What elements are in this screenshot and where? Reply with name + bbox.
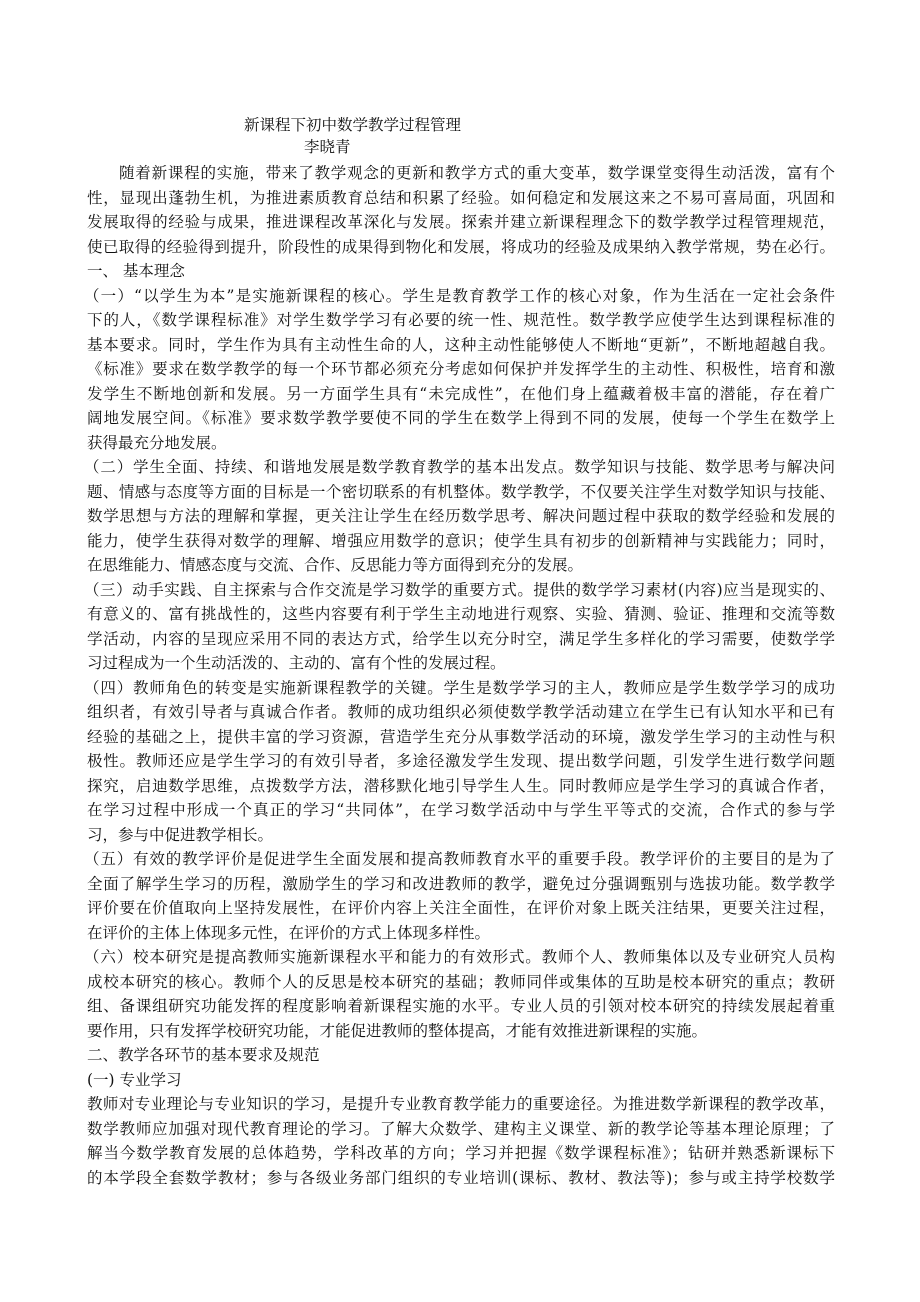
paragraph-line: 评价要在价值取向上坚持发展性，在评价内容上关注全面性，在评价对象上既关注结果，更要关注过程， bbox=[87, 899, 835, 917]
paragraph-line: 下的人，《数学课程标准》对学生数学学习有必要的统一性、规范性。数学教学应使学生达到课程标准的 bbox=[87, 311, 835, 329]
paragraph-line: 探究，启迪数学思维，点拨数学方法，潜移默化地引导学生人生。同时教师应是学生学习的真诚合作者， bbox=[87, 776, 835, 795]
paragraph-line: 学活动，内容的呈现应采用不同的表达方式，给学生以充分时空，满足学生多样化的学习需要，使数学学 bbox=[87, 629, 835, 648]
paragraph-line: 有意义的、富有挑战性的，这些内容要有利于学生主动地进行观察、实验、猜测、验证、推理和交流等数 bbox=[87, 605, 835, 623]
paragraph-line: 要作用，只有发挥学校研究功能，才能促进教师的整体提高，才能有效推进新课程的实施。 bbox=[87, 1021, 708, 1040]
document-body bbox=[84, 161, 835, 1190]
paragraph-line: （一）“以学生为本”是实施新课程的核心。学生是教育教学工作的核心对象，作为生活在一定社会条件 bbox=[84, 286, 835, 305]
paragraph-line: 习过程成为一个生动活泼的、主动的、富有个性的发展过程。 bbox=[87, 654, 506, 672]
paragraph-line: 解当今数学教育发展的总体趋势，学科改革的方向；学习并把握《数学课程标准》；钻研并熟悉新课标下 bbox=[87, 1144, 835, 1162]
paragraph-line: 随着新课程的实施，带来了教学观念的更新和教学方式的重大变革，数学课堂变得生动活泼，富有个 bbox=[119, 164, 835, 182]
paragraph-line: 全面了解学生学习的历程，激励学生的学习和改进教师的教学，避免过分强调甄别与选拔功能。数学教学 bbox=[87, 874, 835, 893]
paragraph-line: 组、备课组研究功能发挥的程度影响着新课程实施的水平。专业人员的引领对校本研究的持续发展起着重 bbox=[87, 997, 835, 1015]
paragraph-line: （三）动手实践、自主探索与合作交流是学习数学的重要方式。提供的数学学习素材(内容)应当是现实的、 bbox=[84, 580, 835, 599]
paragraph-line: 在学习过程中形成一个真正的学习“共同体”，在学习数学活动中与学生平等式的交流，合作式的参与学 bbox=[87, 801, 835, 819]
paragraph-line: （五）有效的教学评价是促进学生全面发展和提高教师教育水平的重要手段。教学评价的主要目的是为了 bbox=[84, 850, 835, 868]
paragraph-line: 《标准》要求在数学教学的每一个环节都必须充分考虑如何保护并发挥学生的主动性、积极性，培育和激 bbox=[87, 360, 835, 378]
paragraph-line: 极性。教师还应是学生学习的有效引导者，多途径激发学生发现、提出数学问题，引发学生进行数学问题 bbox=[87, 752, 835, 770]
subsection-heading: (一) 专业学习 bbox=[87, 1070, 182, 1089]
paragraph-line: 使已取得的经验得到提升，阶段性的成果得到物化和发展，将成功的经验及成果纳入教学常规，势在必行。 bbox=[87, 237, 835, 256]
paragraph-line: 性，显现出蓬勃生机，为推进素质教育总结和积累了经验。如何稳定和发展这来之不易可喜局面，巩固和 bbox=[87, 188, 835, 207]
paragraph-line: 组织者，有效引导者与真诚合作者。教师的成功组织必须使数学教学活动建立在学生已有认知水平和已有 bbox=[87, 703, 835, 721]
paragraph-line: 在评价的主体上体现多元性，在评价的方式上体现多样性。 bbox=[87, 923, 491, 942]
paragraph-line: （二）学生全面、持续、和谐地发展是数学教育教学的基本出发点。数学知识与技能、数学思考与解决问 bbox=[84, 458, 835, 476]
paragraph-line: 数学教师应加强对现代教育理论的学习。了解大众数学、建构主义课堂、新的教学论等基本理论原理；了 bbox=[87, 1119, 835, 1138]
paragraph-line: （四）教师角色的转变是实施新课程教学的关键。学生是数学学习的主人，教师应是学生数学学习的成功 bbox=[84, 678, 835, 697]
paragraph-line: 成校本研究的核心。教师个人的反思是校本研究的基础；教师同伴或集体的互助是校本研究的重点；教研 bbox=[87, 972, 835, 991]
paragraph-line: 经验的基础之上，提供丰富的学习资源，营造学生充分从事数学活动的环境，激发学生学习的主动性与积 bbox=[87, 727, 835, 746]
section-heading: 一、 基本理念 bbox=[87, 262, 185, 280]
paragraph-line: 教师对专业理论与专业知识的学习，是提升专业教育教学能力的重要途径。为推进数学新课程的教学改革， bbox=[87, 1095, 835, 1113]
document-author: 李晓青 bbox=[304, 138, 351, 156]
paragraph-line: 数学思想与方法的理解和掌握，更关注让学生在经历数学思考、解决问题过程中获取的数学经验和发展的 bbox=[87, 507, 835, 525]
paragraph-line: 基本要求。同时，学生作为具有主动性生命的人，这种主动性能够使人不断地“更新”，不断地超越自我。 bbox=[87, 335, 835, 354]
paragraph-line: 能力，使学生获得对数学的理解、增强应用数学的意识；使学生具有初步的创新精神与实践能力；同时， bbox=[87, 531, 835, 550]
document-title: 新课程下初中数学教学过程管理 bbox=[244, 116, 462, 134]
paragraph-line: 发学生不断地创新和发展。另一方面学生具有“未完成性”，在他们身上蕴藏着极丰富的潜能，存在着广 bbox=[87, 384, 835, 403]
paragraph-line: 获得最充分地发展。 bbox=[87, 433, 227, 452]
paragraph-line: 的本学段全套数学教材；参与各级业务部门组织的专业培训(课标、教材、教法等)；参与或主持学校数学 bbox=[87, 1168, 835, 1187]
paragraph-line: 习，参与中促进教学相长。 bbox=[87, 825, 274, 844]
paragraph-line: 发展取得的经验与成果，推进课程改革深化与发展。探索并建立新课程理念下的数学教学过程管理规范， bbox=[87, 213, 835, 231]
paragraph-line: 在思维能力、情感态度与交流、合作、反思能力等方面得到充分的发展。 bbox=[87, 556, 584, 574]
section-heading: 二、教学各环节的基本要求及规范 bbox=[87, 1046, 320, 1064]
paragraph-line: 阔地发展空间。《标准》要求数学教学要使不同的学生在数学上得到不同的发展，使每一个学生在数学上 bbox=[87, 409, 835, 427]
paragraph-line: 题、情感与态度等方面的目标是一个密切联系的有机整体。数学教学，不仅要关注学生对数学知识与技能、 bbox=[87, 482, 835, 501]
paragraph-line: （六）校本研究是提高教师实施新课程水平和能力的有效形式。教师个人、教师集体以及专业研究人员构 bbox=[84, 948, 835, 966]
